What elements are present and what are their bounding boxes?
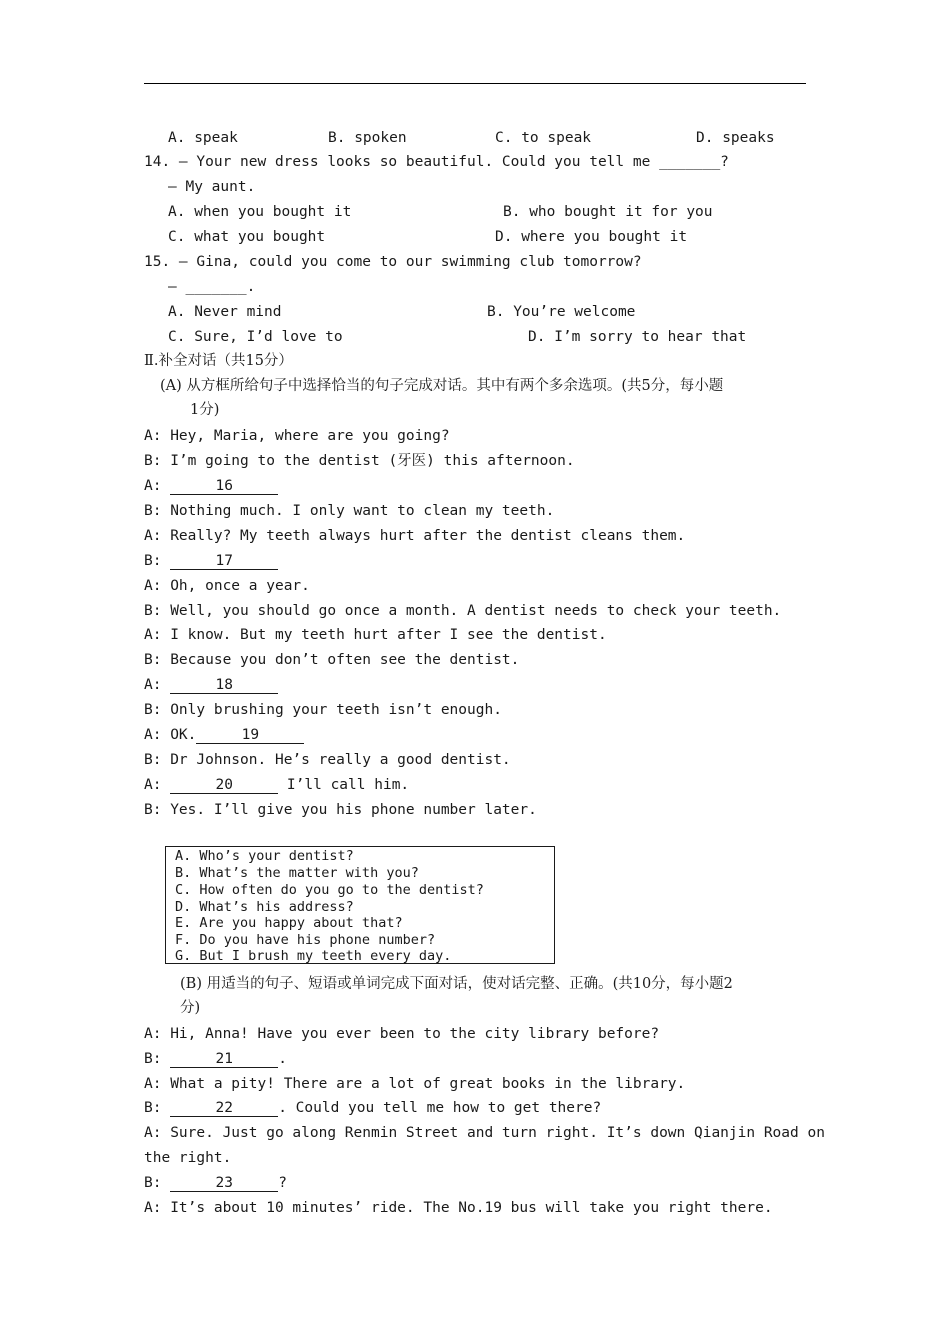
dialog-a-line: A: 16 xyxy=(144,477,278,495)
q13-option-a: A. speak xyxy=(168,130,238,146)
dialog-a-line: A: I know. But my teeth hurt after I see the dentist. xyxy=(144,627,607,643)
dialog-a-line: B: Only brushing your teeth isn’t enough. xyxy=(144,702,502,718)
answer-blank-18[interactable]: 18 xyxy=(170,677,278,694)
q14-option-d: D. where you bought it xyxy=(495,229,688,245)
box-option-b: B. What’s the matter with you? xyxy=(175,865,419,881)
dialog-b-line: B: 21 . xyxy=(144,1051,287,1067)
box-option-a: A. Who’s your dentist? xyxy=(175,848,354,864)
q14-reply: — My aunt. xyxy=(168,179,256,195)
dialog-a-line: B: I’m going to the dentist (牙医) this afternoon. xyxy=(144,453,575,469)
q15-reply: — _______. xyxy=(168,279,256,295)
box-option-d: D. What’s his address? xyxy=(175,899,354,915)
dialog-b-line: A: It’s about 10 minutes’ ride. The No.19 bus will take you right there. xyxy=(144,1200,773,1216)
section-title: Ⅱ.补全对话（共15分） xyxy=(144,353,293,369)
dialog-b-line: the right. xyxy=(144,1150,232,1166)
answer-blank-21[interactable]: 21 xyxy=(170,1051,278,1068)
dialog-a-line: B: Nothing much. I only want to clean my teeth. xyxy=(144,503,555,519)
part-b-instruction: (B) 用适当的句子、短语或单词完成下面对话，使对话完整、正确。(共10分，每小题2 xyxy=(180,976,733,992)
dialog-a-line: A: 20 I’ll call him. xyxy=(144,777,410,793)
part-a-instruction: (A) 从方框所给句子中选择恰当的句子完成对话。其中有两个多余选项。(共5分，每小题 xyxy=(160,378,724,394)
q14-blank: _______ xyxy=(659,154,721,170)
dialog-b-line: A: Hi, Anna! Have you ever been to the city library before? xyxy=(144,1026,660,1042)
header-rule xyxy=(144,83,806,84)
box-option-e: E. Are you happy about that? xyxy=(175,915,403,931)
answer-blank-23[interactable]: 23 xyxy=(170,1175,278,1192)
dialog-b-line: B: 23 ? xyxy=(144,1175,287,1191)
q14-stem: 14. — Your new dress looks so beautiful. Could you tell me _______? xyxy=(144,154,729,170)
answer-blank-22[interactable]: 22 xyxy=(170,1100,278,1117)
q13-option-b: B. spoken xyxy=(328,130,407,146)
dialog-a-line: A: Really? My teeth always hurt after the dentist cleans them. xyxy=(144,528,686,544)
q13-option-c: C. to speak xyxy=(495,130,592,146)
options-box xyxy=(165,846,555,964)
dialog-b-line: A: Sure. Just go along Renmin Street and turn right. It’s down Qianjin Road on xyxy=(144,1125,825,1141)
box-option-f: F. Do you have his phone number? xyxy=(175,932,436,948)
answer-blank-17[interactable]: 17 xyxy=(170,553,278,570)
dialog-a-line: A: OK. 19 xyxy=(144,726,304,744)
answer-blank-20[interactable]: 20 xyxy=(170,777,278,794)
q13-option-d: D. speaks xyxy=(696,130,775,146)
dialog-b-line: A: What a pity! There are a lot of great books in the library. xyxy=(144,1076,686,1092)
q14-option-a: A. when you bought it xyxy=(168,204,352,220)
dialog-a-line: B: Because you don’t often see the dentist. xyxy=(144,652,520,668)
box-option-c: C. How often do you go to the dentist? xyxy=(175,882,484,898)
q15-stem: 15. — Gina, could you come to our swimming club tomorrow? xyxy=(144,254,642,270)
dialog-a-line: B: 17 xyxy=(144,552,278,570)
dialog-a-line: A: Oh, once a year. xyxy=(144,578,310,594)
box-option-g: G. But I brush my teeth every day. xyxy=(175,948,452,964)
dialog-a-line: A: 18 xyxy=(144,676,278,694)
part-b-instruction-cont: 分) xyxy=(180,1000,201,1016)
q15-option-b: B. You’re welcome xyxy=(487,304,636,320)
dialog-a-line: B: Dr Johnson. He’s really a good dentist. xyxy=(144,752,511,768)
q15-option-c: C. Sure, I’d love to xyxy=(168,329,343,345)
q15-option-a: A. Never mind xyxy=(168,304,282,320)
dialog-b-line: B: 22 . Could you tell me how to get there? xyxy=(144,1100,602,1116)
dialog-a-line: B: Yes. I’ll give you his phone number later. xyxy=(144,802,537,818)
answer-blank-16[interactable]: 16 xyxy=(170,478,278,495)
q14-option-b: B. who bought it for you xyxy=(503,204,713,220)
dialog-a-line: A: Hey, Maria, where are you going? xyxy=(144,428,450,444)
answer-blank-19[interactable]: 19 xyxy=(196,727,304,744)
part-a-instruction-cont: 1分) xyxy=(190,402,220,418)
q15-option-d: D. I’m sorry to hear that xyxy=(528,329,747,345)
dialog-a-line: B: Well, you should go once a month. A dentist needs to check your teeth. xyxy=(144,603,782,619)
q14-option-c: C. what you bought xyxy=(168,229,326,245)
